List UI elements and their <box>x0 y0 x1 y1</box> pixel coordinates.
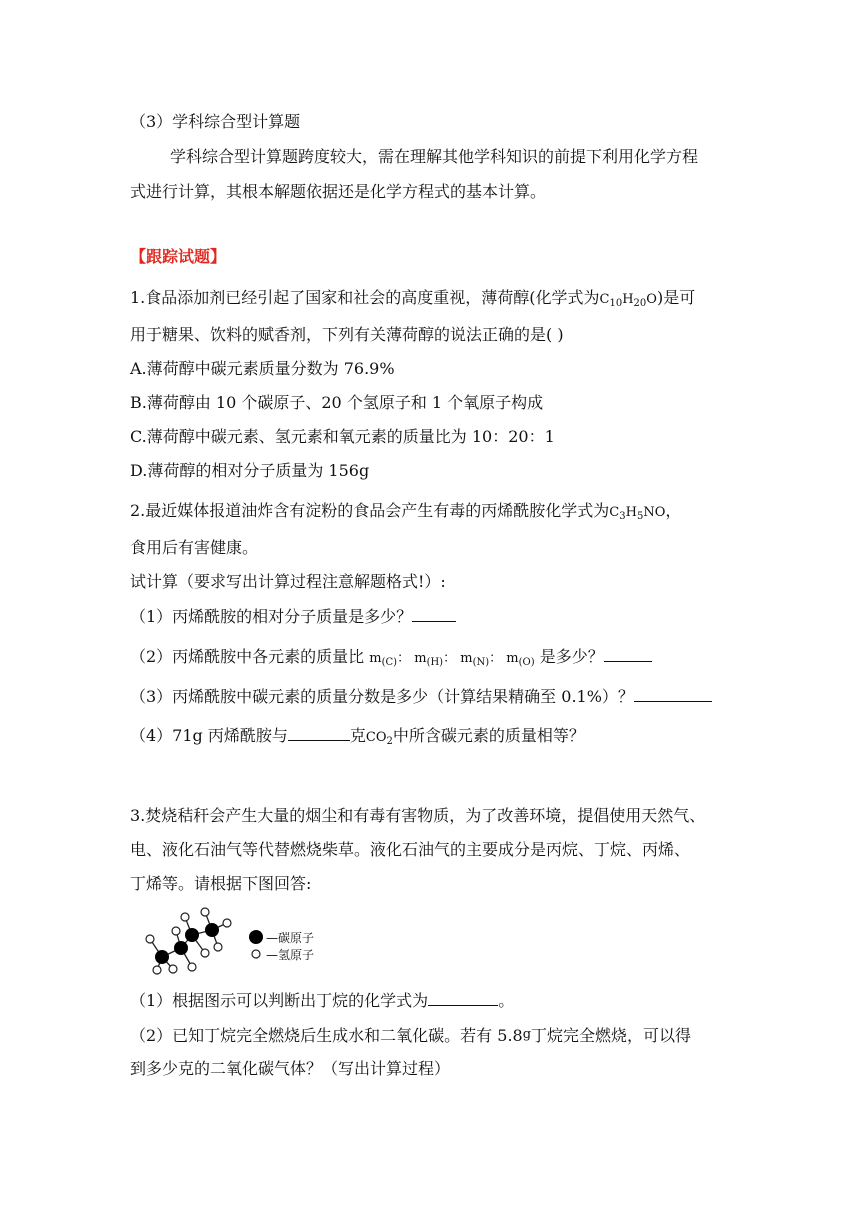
q1-line-1 <box>130 288 695 314</box>
q1-formula-h-sub: 20 <box>633 298 647 309</box>
q2-sub-4-text-b: 克 <box>349 726 366 745</box>
q2-sub-4 <box>130 726 585 752</box>
m-sub-n: (N) <box>472 657 490 668</box>
q1-formula-o: O <box>646 292 657 307</box>
m-symbol: m <box>414 651 427 666</box>
answer-blank[interactable] <box>428 991 498 1006</box>
section-paragraph-line-2: 式进行计算，其根本解题依据还是化学方程式的基本计算。 <box>130 182 547 201</box>
q1-option-a: A.薄荷醇中碳元素质量分数为 76.9% <box>130 359 395 378</box>
m-symbol: m <box>460 651 473 666</box>
q2-formula-rest: NO <box>643 505 666 520</box>
q3-sub-2-text-b: 丁烷完全燃烧，可以得 <box>531 1026 692 1045</box>
q2-formula-c-sub: 3 <box>619 511 626 522</box>
carbon-legend-icon <box>249 930 263 944</box>
q1-formula-c-sub: 10 <box>609 298 623 309</box>
q2-formula <box>609 505 665 520</box>
q2-text-b: ， <box>665 501 682 520</box>
gram-unit: g <box>522 1027 532 1042</box>
q3-line-1: 3.焚烧秸秆会产生大量的烟尘和有毒有害物质，为了改善环境，提倡使用天然气、 <box>130 806 706 825</box>
co2-formula <box>366 730 393 745</box>
q1-text-a: 1.食品添加剂已经引起了国家和社会的高度重视，薄荷醇(化学式为 <box>130 288 600 307</box>
q3-sub-2 <box>130 1025 691 1046</box>
q1-text-b: )是可 <box>656 288 696 307</box>
answer-blank[interactable] <box>634 687 712 702</box>
m-sub-o: (O) <box>518 657 535 668</box>
q2-sub-2-text-a: （2）丙烯酰胺中各元素的质量比 <box>130 647 365 666</box>
ratio-sep: ： <box>397 651 411 666</box>
q2-sub-3-text: （3）丙烯酰胺中碳元素的质量分数是多少（计算结果精确至 0.1%）？ <box>130 687 634 706</box>
q2-sub-1 <box>130 607 456 627</box>
q3-sub-1 <box>130 991 514 1011</box>
hydrogen-legend-label: —氢原子 <box>266 948 315 962</box>
q2-formula-h: H <box>625 505 637 520</box>
q3-line-3: 丁烯等。请根据下图回答: <box>130 874 312 893</box>
answer-blank[interactable] <box>412 607 456 622</box>
q2-line-1 <box>130 501 681 527</box>
q3-sub-2-line-2: 到多少克的二氧化碳气体？（写出计算过程） <box>130 1059 451 1078</box>
m-sub-c: (C) <box>381 657 398 668</box>
q1-line-2: 用于糖果、饮料的赋香剂，下列有关薄荷醇的说法正确的是( ) <box>130 325 564 344</box>
section-paragraph-line-1: 学科综合型计算题跨度较大，需在理解其他学科知识的前提下利用化学方程 <box>170 147 699 166</box>
q1-formula <box>600 292 657 307</box>
q3-line-2: 电、液化石油气等代替燃烧柴草。液化石油气的主要成分是丙烷、丁烷、丙烯、 <box>130 840 691 859</box>
co-sub: 2 <box>386 736 393 747</box>
q2-sub-1-text: （1）丙烯酰胺的相对分子质量是多少？ <box>130 607 413 626</box>
q1-formula-c: C <box>599 292 610 307</box>
m-symbol: m <box>506 651 519 666</box>
practice-title: 【跟踪试题】 <box>130 247 227 266</box>
carbon-legend-label: —碳原子 <box>266 931 315 945</box>
mass-ratio-expression <box>369 651 534 666</box>
q2-sub-2 <box>130 647 652 673</box>
q2-sub-4-text-c: 中所含碳元素的质量相等？ <box>392 726 585 745</box>
q3-sub-1-text-b: 。 <box>498 991 515 1010</box>
q3-sub-1-text-a: （1）根据图示可以判断出丁烷的化学式为 <box>130 991 429 1010</box>
ratio-sep: ： <box>489 651 503 666</box>
co-text: CO <box>365 730 387 745</box>
hydrogen-legend-icon <box>252 950 260 958</box>
q1-option-b: B.薄荷醇由 10 个碳原子、20 个氢原子和 1 个氧原子构成 <box>130 393 544 412</box>
q2-text-a: 2.最近媒体报道油炸含有淀粉的食品会产生有毒的丙烯酰胺化学式为 <box>130 501 610 520</box>
q2-formula-h-sub: 5 <box>636 511 644 522</box>
q3-sub-2-text-a: （2）已知丁烷完全燃烧后生成水和二氧化碳。若有 5.8 <box>130 1026 523 1045</box>
q2-line-2: 食用后有害健康。 <box>130 538 259 557</box>
q1-formula-h: H <box>622 292 634 307</box>
q2-instruction: 试计算（要求写出计算过程注意解题格式!）: <box>130 572 446 591</box>
q1-option-d: D.薄荷醇的相对分子质量为 156g <box>130 461 370 480</box>
q2-sub-2-text-b: 是多少？ <box>539 647 604 666</box>
q2-sub-3 <box>130 687 712 707</box>
m-sub-h: (H) <box>426 657 444 668</box>
q1-option-c: C.薄荷醇中碳元素、氢元素和氧元素的质量比为 10：20：1 <box>130 427 555 446</box>
q2-formula-c: C <box>609 505 620 520</box>
q2-sub-4-text-a: （4）71g 丙烯酰胺与 <box>130 726 288 745</box>
answer-blank[interactable] <box>288 726 350 741</box>
section-heading: （3）学科综合型计算题 <box>130 112 301 131</box>
answer-blank[interactable] <box>604 647 652 662</box>
m-symbol: m <box>369 651 382 666</box>
ratio-sep: ： <box>443 651 457 666</box>
